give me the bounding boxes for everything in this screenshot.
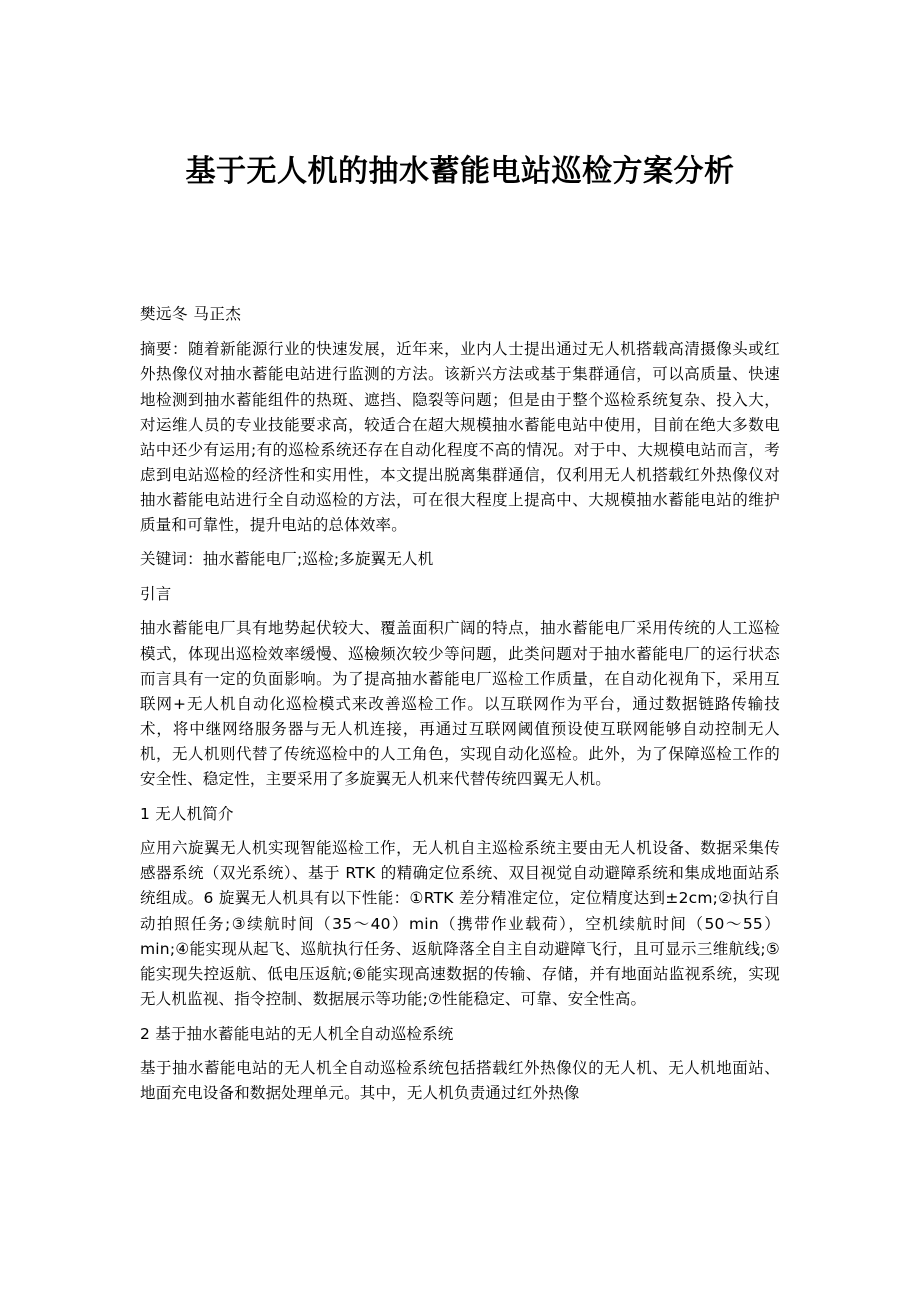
author-line: 樊远冬 马正杰 [140,304,242,323]
section-heading-1: 1 无人机简介 [140,805,234,824]
section-heading-2: 2 基于抽水蓄能电站的无人机全自动巡检系统 [140,1025,454,1044]
page-title: 基于无人机的抽水蓄能电站巡检方案分析 [185,154,735,189]
section-2-paragraph: 基于抽水蓄能电站的无人机全自动巡检系统包括搭载红外热像仪的无人机、无人机地面站、地面充电设备和数据处理单元。其中，无人机负责通过红外热像 [140,1059,780,1103]
section-heading-introduction: 引言 [140,585,172,604]
section-1-paragraph: 应用六旋翼无人机实现智能巡检工作，无人机自主巡检系统主要由无人机设备、数据采集传感器系统（双光系统）、基于 RTK 的精确定位系统、双目视觉自动避障系统和集成地面站系统组成。6 旋翼无人机具有以下性能：①RTK 差分精准定位，定位精度达到±2cm;②执行自动拍照任务;③续航时间（35～40）min（携带作业载荷），空机续航时间（50～55）min;④能实现从起飞、巡航执行任务、返航降落全自主自动避障飞行，且可显示三维航线;⑤能实现失控返航、低电压返航;⑥能实现高速数据的传输、存储，并有地面站监视系统，实现无人机监视、指令控制、数据展示等功能;⑦性能稳定、可靠、安全性高。 [140,839,780,1008]
introduction-paragraph: 抽水蓄能电厂具有地势起伏较大、覆盖面积广阔的特点，抽水蓄能电厂采用传统的人工巡检模式，体现出巡检效率缓慢、巡檢频次较少等问题，此类问题对于抽水蓄能电厂的运行状态而言具有一定的负面影响。为了提高抽水蓄能电厂巡检工作质量，在自动化视角下，采用互联网+无人机自动化巡检模式来改善巡检工作。以互联网作为平台，通过数据链路传输技术，将中继网络服务器与无人机连接，再通过互联网阈值预设使互联网能够自动控制无人机，无人机则代替了传统巡检中的人工角色，实现自动化巡检。此外，为了保障巡检工作的安全性、稳定性，主要采用了多旋翼无人机来代替传统四翼无人机。 [140,619,780,789]
keywords-line: 关键词：抽水蓄能电厂;巡检;多旋翼无人机 [140,550,434,569]
abstract-paragraph: 摘要：随着新能源行业的快速发展，近年来，业内人士提出通过无人机搭载高清摄像头或红外热像仪对抽水蓄能电站进行监测的方法。该新兴方法或基于集群通信，可以高质量、快速地检测到抽水蓄能组件的热斑、遮挡、隐裂等问题；但是由于整个巡检系统复杂、投入大，对运维人员的专业技能要求高，较适合在超大规模抽水蓄能电站中使用，目前在绝大多数电站中还少有运用;有的巡检系统还存在自动化程度不高的情况。对于中、大规模电站而言，考虑到电站巡检的经济性和实用性，本文提出脱离集群通信，仅利用无人机搭载红外热像仪对抽水蓄能电站进行全自动巡检的方法，可在很大程度上提高中、大规模抽水蓄能电站的维护质量和可靠性，提升电站的总体效率。 [140,340,780,535]
